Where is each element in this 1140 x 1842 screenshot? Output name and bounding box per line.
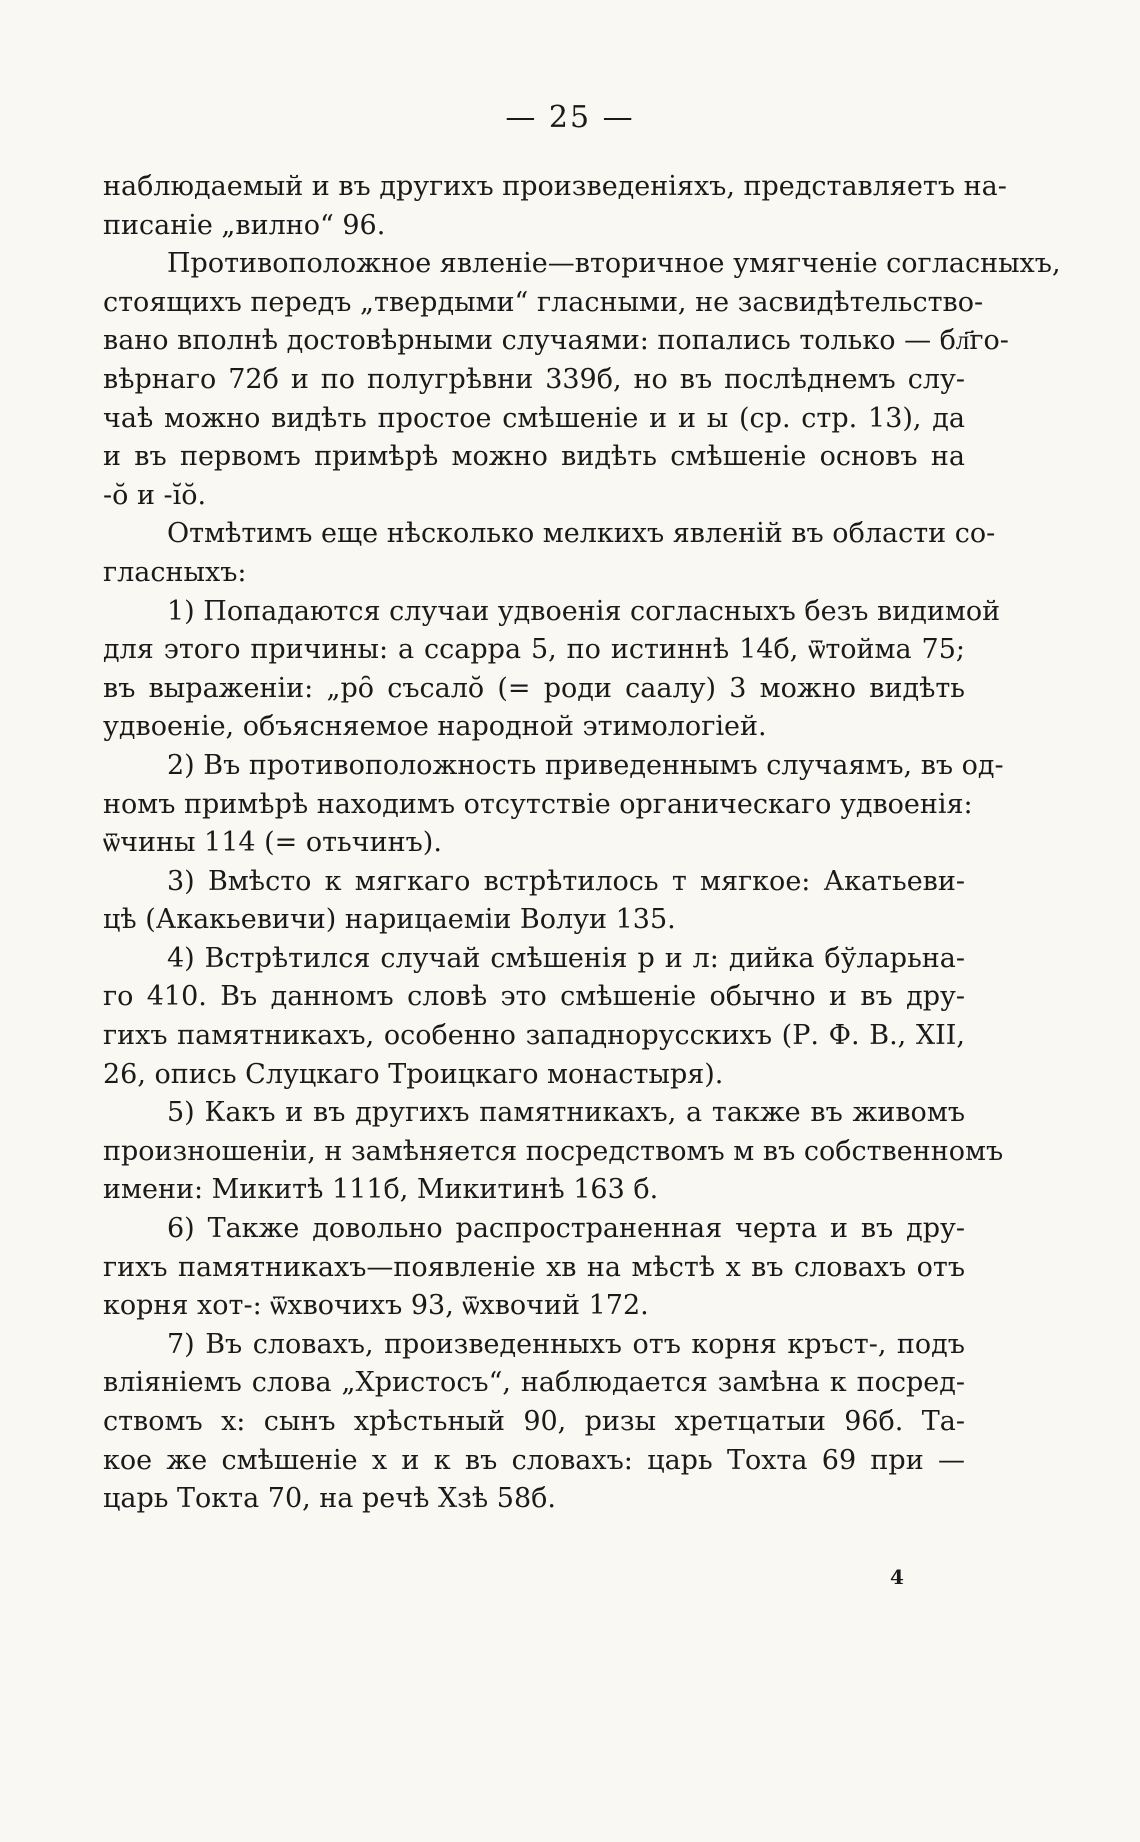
text-line: вѣрнаго 72б и по полугрѣвни 339б, но въ послѣднемъ слу- <box>103 363 965 395</box>
text-line: вліяніемъ слова „Христосъ“, наблюдается замѣна к посред- <box>103 1367 965 1399</box>
text-line: гласныхъ: <box>103 556 247 588</box>
text-line: 5) Какъ и въ другихъ памятникахъ, а также въ живомъ <box>167 1097 965 1129</box>
text-line: номъ примѣрѣ находимъ отсутствіе органическаго удвоенія: <box>103 788 973 820</box>
text-line: гихъ памятникахъ, особенно западнорусскихъ (Р. Ф. В., XII, <box>103 1020 965 1052</box>
text-line: цѣ (Акакьевичи) нарицаеміи Волуи 135. <box>103 904 676 936</box>
text-line: наблюдаемый и въ другихъ произведеніяхъ, представляетъ на- <box>103 171 1007 202</box>
page-number-header: — 25 — <box>505 100 635 135</box>
text-line: удвоеніе, объясняемое народной этимологіей. <box>103 711 767 743</box>
text-line: ствомъ х: сынъ хрѣстьный 90, ризы хретцатыи 96б. Та- <box>103 1406 965 1437</box>
text-line: вано вполнѣ достовѣрными случаями: попались только — бл҃го- <box>103 325 1009 357</box>
text-line: 1) Попадаются случаи удвоенія согласныхъ безъ видимой <box>167 595 1001 627</box>
text-line: корня хот-: ѿхвочихъ 93, ѿхвочий 172. <box>103 1290 649 1322</box>
text-line: 4) Встрѣтился случай смѣшенія р и л: дийка бўларьна- <box>167 942 965 974</box>
text-line: 7) Въ словахъ, произведенныхъ отъ корня кръст-, подъ <box>167 1328 965 1360</box>
text-line: Противоположное явленіе—вторичное умягченіе согласныхъ, <box>167 248 1061 280</box>
text-line: царь Токта 70, на речѣ Хзѣ 58б. <box>103 1483 556 1515</box>
text-line: -ŏ и -ĭŏ. <box>103 479 207 511</box>
text-line: стоящихъ передъ „твердыми“ гласными, не засвидѣтельство- <box>103 286 984 318</box>
text-line: 2) Въ противоположность приведеннымъ случаямъ, въ од- <box>167 749 1004 781</box>
text-line: гихъ памятникахъ—появленіе хв на мѣстѣ х въ словахъ отъ <box>103 1251 965 1283</box>
text-line: имени: Микитѣ 111б, Микитинѣ 163 б. <box>103 1174 659 1206</box>
text-line: въ выраженіи: „ро̑ съсало̆ (= роди саалу) 3 можно видѣть <box>103 672 965 704</box>
text-line: ѿчины 114 (= отьчинъ). <box>103 827 442 859</box>
text-line: писаніе „вилно“ 96. <box>103 209 386 241</box>
signature-mark: 4 <box>890 1565 904 1589</box>
text-line: и въ первомъ примѣрѣ можно видѣть смѣшеніе основъ на <box>103 441 965 473</box>
text-line: 26, опись Слуцкаго Троицкаго монастыря). <box>103 1058 724 1090</box>
text-line: Отмѣтимъ еще нѣсколько мелкихъ явленій въ области со- <box>167 518 996 550</box>
body-text <box>103 168 1061 1519</box>
text-line: для этого причины: а ссарра 5, по истиннѣ 14б, ѿтойма 75; <box>103 634 965 666</box>
text-line: чаѣ можно видѣть простое смѣшеніе и и ы (ср. стр. 13), да <box>103 402 965 434</box>
text-line: кое же смѣшеніе х и к въ словахъ: царь Тохта 69 при — <box>103 1444 965 1476</box>
text-line: го 410. Въ данномъ словѣ это смѣшеніе обычно и въ дру- <box>103 981 965 1013</box>
text-line: произношеніи, н замѣняется посредствомъ м въ собственномъ <box>103 1135 1004 1167</box>
text-line: 6) Также довольно распространенная черта и въ дру- <box>167 1213 965 1245</box>
text-line: 3) Вмѣсто к мягкаго встрѣтилось т мягкое: Акатьеви- <box>167 865 965 897</box>
